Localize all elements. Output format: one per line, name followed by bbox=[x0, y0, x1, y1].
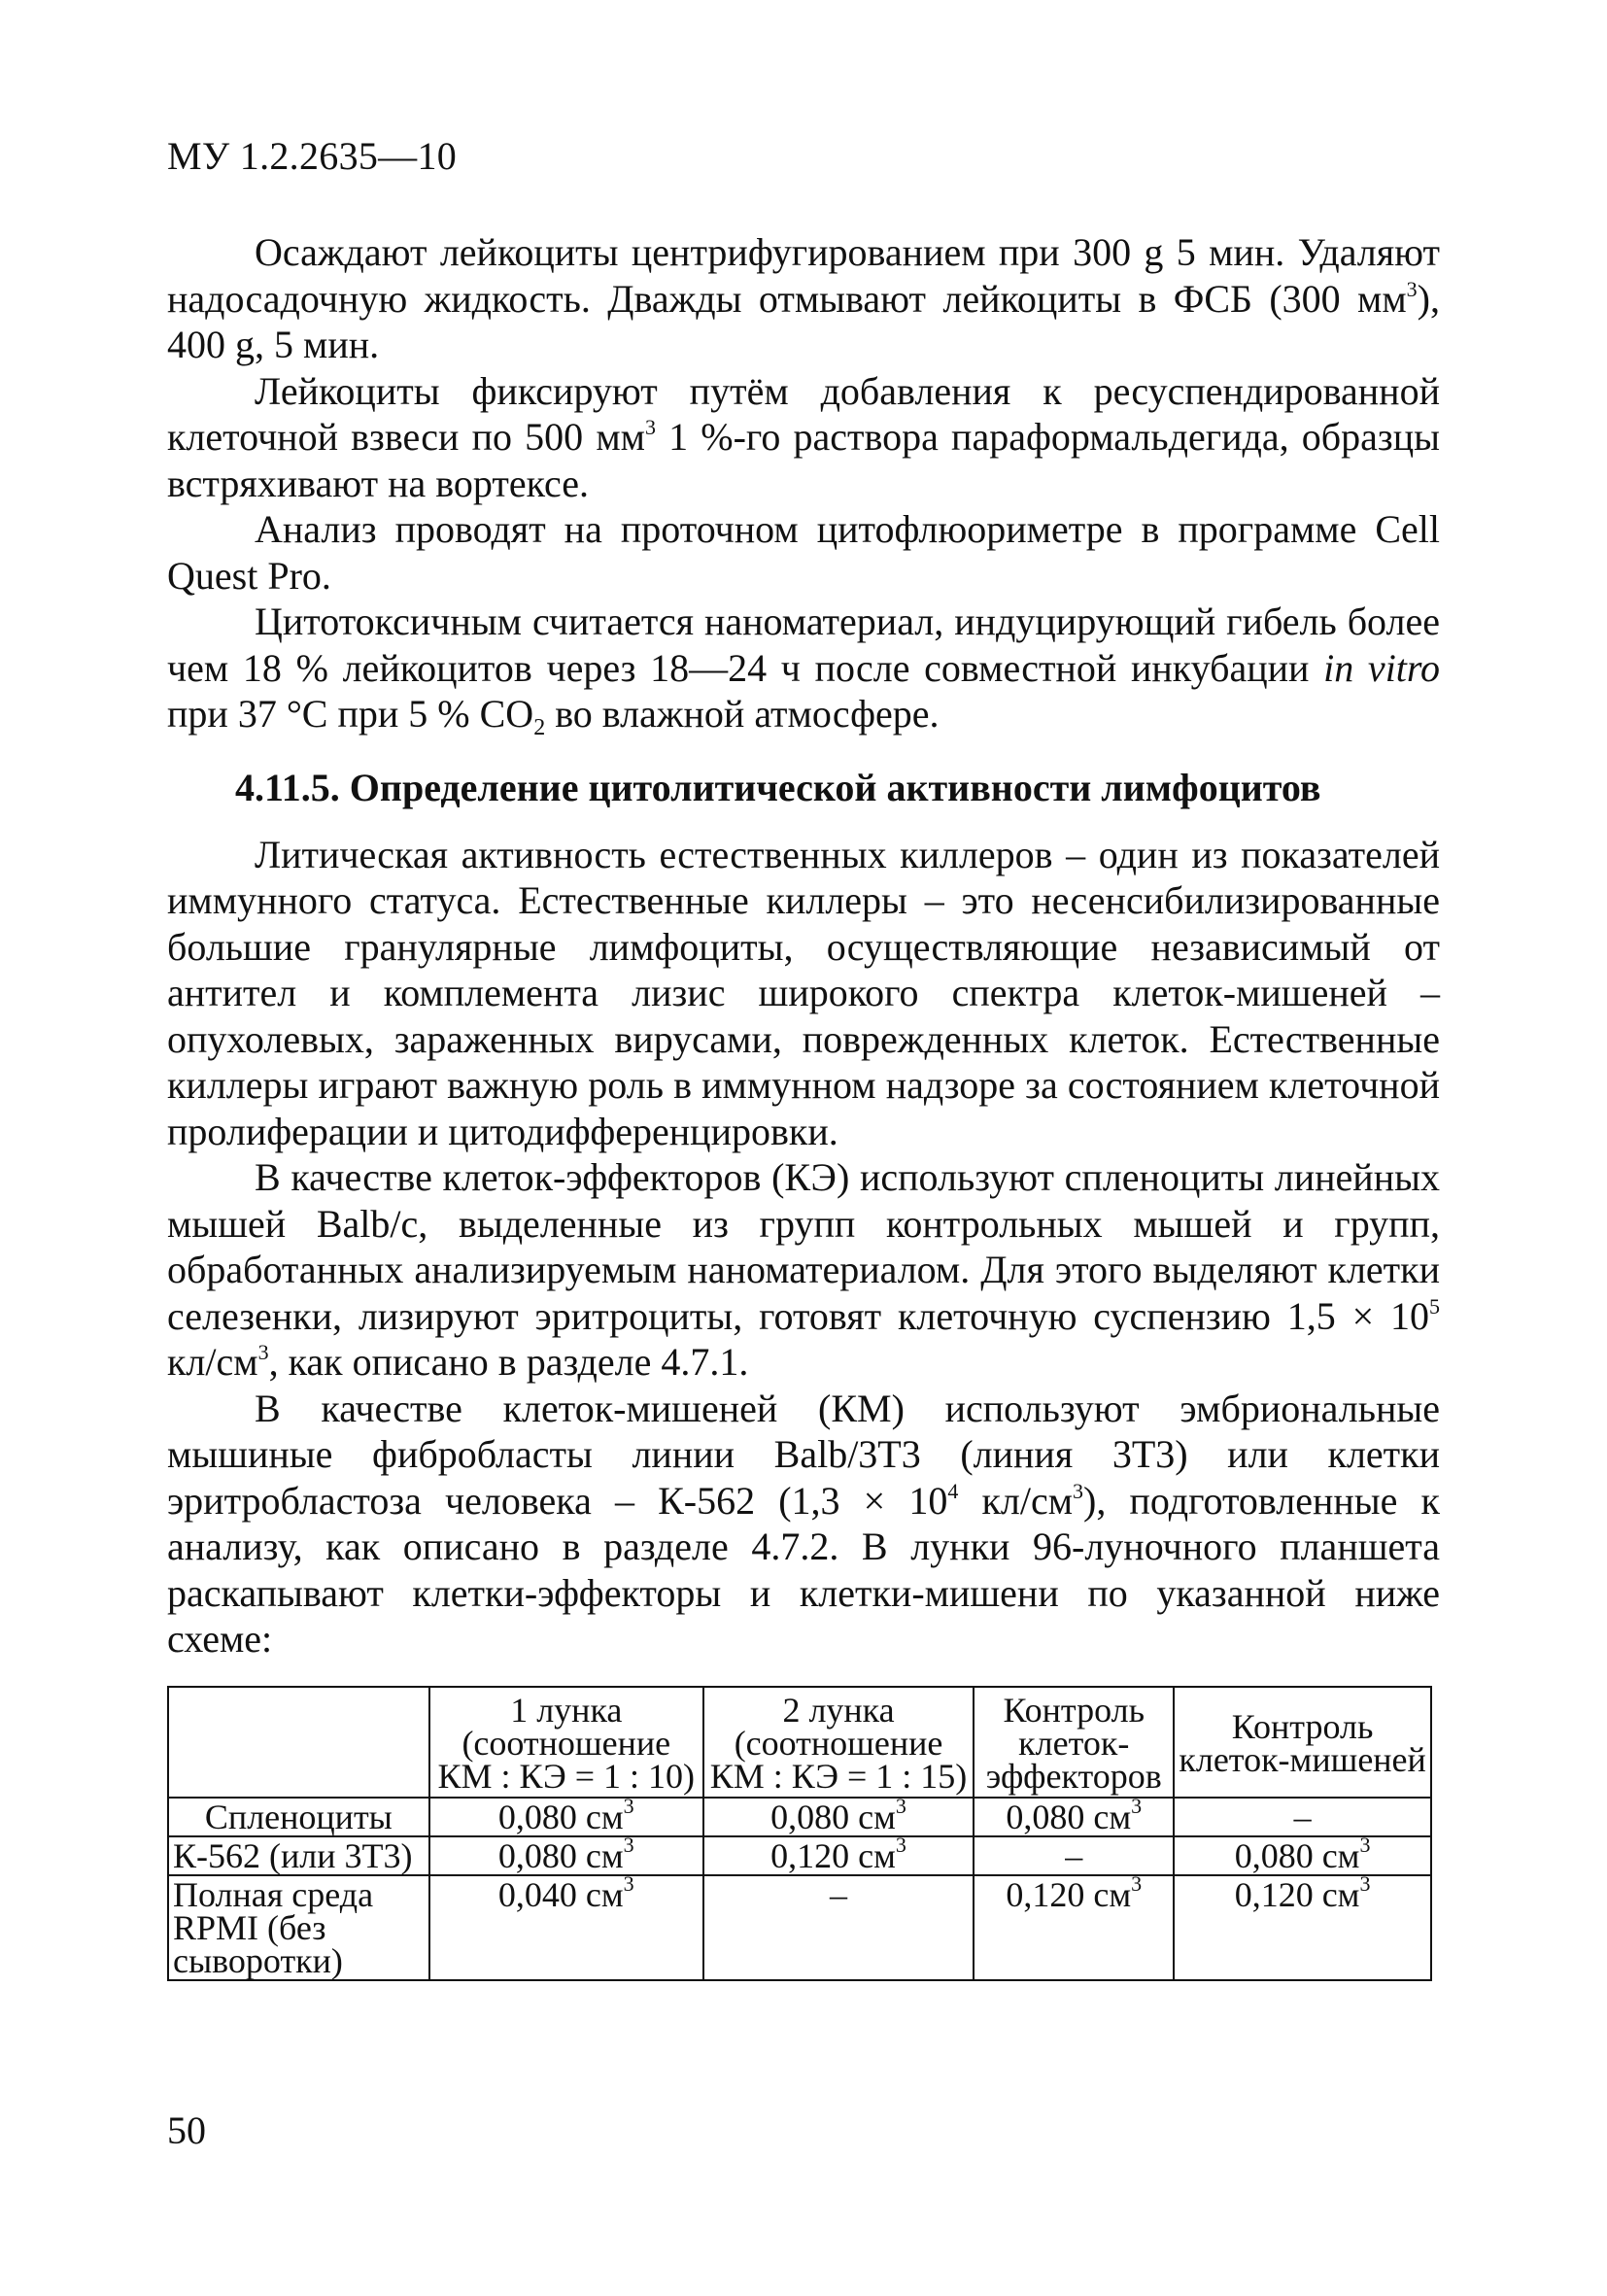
table-cell-value: 0,080 см bbox=[1234, 1836, 1360, 1875]
table-cell bbox=[429, 1794, 703, 1836]
table-cell-sup: 3 bbox=[623, 1794, 634, 1818]
table-row bbox=[168, 1798, 1431, 1836]
table-header-well-1: 1 лунка (соотношение КМ : КЭ = 1 : 10) bbox=[429, 1687, 703, 1798]
table-cell bbox=[1174, 1871, 1431, 1980]
table-cell-value: – bbox=[830, 1875, 848, 1914]
table-cell-value: – bbox=[1065, 1836, 1083, 1875]
table-cell bbox=[974, 1836, 1174, 1875]
paragraph-6-sup-2: 3 bbox=[257, 1340, 269, 1364]
table-cell-sup: 3 bbox=[1359, 1871, 1371, 1896]
table-cell bbox=[429, 1833, 703, 1875]
table-cell bbox=[429, 1871, 703, 1980]
table-cell-value: 0,040 см bbox=[497, 1875, 624, 1914]
paragraph-4 bbox=[167, 599, 1440, 740]
table-row bbox=[168, 1836, 1431, 1875]
table-cell-value: 0,120 см bbox=[770, 1836, 896, 1875]
paragraph-6 bbox=[167, 1154, 1440, 1386]
paragraph-7 bbox=[167, 1386, 1440, 1662]
paragraph-4-text-a: Цитотоксичным считается наноматериал, индуцирующий гибель более чем 18 % лейкоцитов через 18—24 ч после совместной инкубации bbox=[167, 600, 1440, 690]
paragraph-4-sub: 2 bbox=[533, 715, 546, 740]
paragraph-1 bbox=[167, 229, 1440, 368]
paragraph-1-text-b: ), 400 g, 5 мин. bbox=[167, 276, 1440, 366]
paragraph-2-text-b: 1 %-го раствора параформальдегида, образцы встряхивают на вортексе. bbox=[167, 415, 1440, 505]
dosing-table-wrapper bbox=[167, 1686, 1432, 1981]
table-header-target-control: Контроль клеток-мишеней bbox=[1174, 1687, 1431, 1798]
table-cell bbox=[974, 1794, 1174, 1836]
paragraph-7-text-b: кл/см bbox=[958, 1478, 1074, 1523]
paragraph-6-text-c: , как описано в разделе 4.7.1. bbox=[268, 1340, 749, 1384]
paragraph-4-text-c: во влажной атмосфере. bbox=[545, 692, 940, 736]
table-cell-value: 0,080 см bbox=[497, 1836, 624, 1875]
table-cell-value: – bbox=[1293, 1798, 1312, 1836]
table-cell bbox=[703, 1875, 974, 1980]
table-row bbox=[168, 1875, 1431, 1980]
document-header: МУ 1.2.2635—10 bbox=[167, 134, 458, 178]
body-text bbox=[167, 229, 1440, 1662]
paragraph-1-sup: 3 bbox=[1406, 276, 1418, 301]
paragraph-5: Литическая активность естественных киллеров – один из показателей иммунного статуса. Естественные киллеры – это несенсибилизированные большие гранулярные лимфоциты, осуществляющие независимый от антител и комплемента лизис широкого спектра клеток-мишеней – опухолевых, зараженных вирусами, поврежденных клеток. Естественные киллеры играют важную роль в иммунном надзоре за состоянием клеточной пролиферации и цитодифференцировки. bbox=[167, 832, 1440, 1153]
paragraph-4-text-b: при 37 °С при 5 % СО bbox=[167, 692, 534, 736]
table-cell-sup: 3 bbox=[1131, 1794, 1143, 1818]
table-cell-value: 0,080 см bbox=[497, 1798, 624, 1836]
section-title: 4.11.5. Определение цитолитической активности лимфоцитов bbox=[235, 765, 1321, 809]
table-cell bbox=[974, 1871, 1174, 1980]
table-cell bbox=[703, 1794, 974, 1836]
paragraph-1-text-a: Осаждают лейкоциты центрифугированием при 300 g 5 мин. Удаляют надосадочную жидкость. Дважды отмывают лейкоциты в ФСБ (300 мм bbox=[167, 230, 1440, 321]
table-header-row bbox=[168, 1687, 1431, 1798]
table-row-label: К-562 (или 3Т3) bbox=[168, 1836, 429, 1875]
table-header-empty bbox=[168, 1687, 429, 1798]
table-cell-sup: 3 bbox=[895, 1833, 906, 1857]
dosing-table bbox=[167, 1686, 1432, 1981]
paragraph-6-sup-1: 5 bbox=[1429, 1293, 1440, 1319]
table-row-label: Полная среда RPMI (без сыворотки) bbox=[168, 1875, 429, 1980]
paragraph-6-text-a: В качестве клеток-эффекторов (КЭ) используют спленоциты линейных мышей Balb/c, выделенные из групп контрольных мышей и групп, обработанных анализируемым наноматериалом. Для этого выделяют клетки селезенки, лизируют эритроциты, готовят клеточную суспензию 1,5 × 10 bbox=[167, 1155, 1440, 1338]
paragraph-7-sup-1: 4 bbox=[947, 1478, 959, 1503]
table-cell-value: 0,120 см bbox=[1234, 1875, 1360, 1914]
table-header-well-2: 2 лунка (соотношение КМ : КЭ = 1 : 15) bbox=[703, 1687, 974, 1798]
paragraph-2 bbox=[167, 368, 1440, 507]
table-cell bbox=[1174, 1833, 1431, 1875]
table-cell-sup: 3 bbox=[623, 1871, 634, 1896]
paragraph-2-text-a: Лейкоциты фиксируют путём добавления к ресуспендированной клеточной взвеси по 500 мм bbox=[167, 368, 1440, 459]
table-cell-value: 0,080 см bbox=[770, 1798, 896, 1836]
table-cell-sup: 3 bbox=[623, 1833, 634, 1857]
table-cell-sup: 3 bbox=[895, 1794, 906, 1818]
paragraph-2-sup: 3 bbox=[644, 415, 656, 439]
paragraph-7-text-c: ), подготовленные к анализу, как описано в разделе 4.7.2. В лунки 96-луночного планшета раскапывают клетки-эффекторы и клетки-мишени по указанной ниже схеме: bbox=[167, 1478, 1440, 1661]
table-header-effector-control: Контроль клеток-эффекторов bbox=[974, 1687, 1174, 1798]
table-cell-value: 0,120 см bbox=[1006, 1875, 1132, 1914]
paragraph-7-text-a: В качестве клеток-мишеней (КМ) используют эмбриональные мышиные фибробласты линии Balb/3Т3 (линия 3Т3) или клетки эритробластоза человека – К-562 (1,3 × 10 bbox=[167, 1386, 1440, 1523]
paragraph-4-italic: in vitro bbox=[1323, 645, 1440, 690]
table-cell bbox=[703, 1833, 974, 1875]
table-cell bbox=[1174, 1798, 1431, 1836]
table-row-label: Спленоциты bbox=[168, 1798, 429, 1836]
table-cell-sup: 3 bbox=[1359, 1833, 1371, 1857]
table-cell-value: 0,080 см bbox=[1006, 1798, 1132, 1836]
table-cell-sup: 3 bbox=[1131, 1871, 1143, 1896]
paragraph-7-sup-2: 3 bbox=[1073, 1478, 1084, 1503]
paragraph-6-text-b: кл/см bbox=[167, 1340, 258, 1384]
page-number: 50 bbox=[167, 2108, 206, 2152]
paragraph-3: Анализ проводят на проточном цитофлюориметре в программе Cell Quest Pro. bbox=[167, 507, 1440, 598]
